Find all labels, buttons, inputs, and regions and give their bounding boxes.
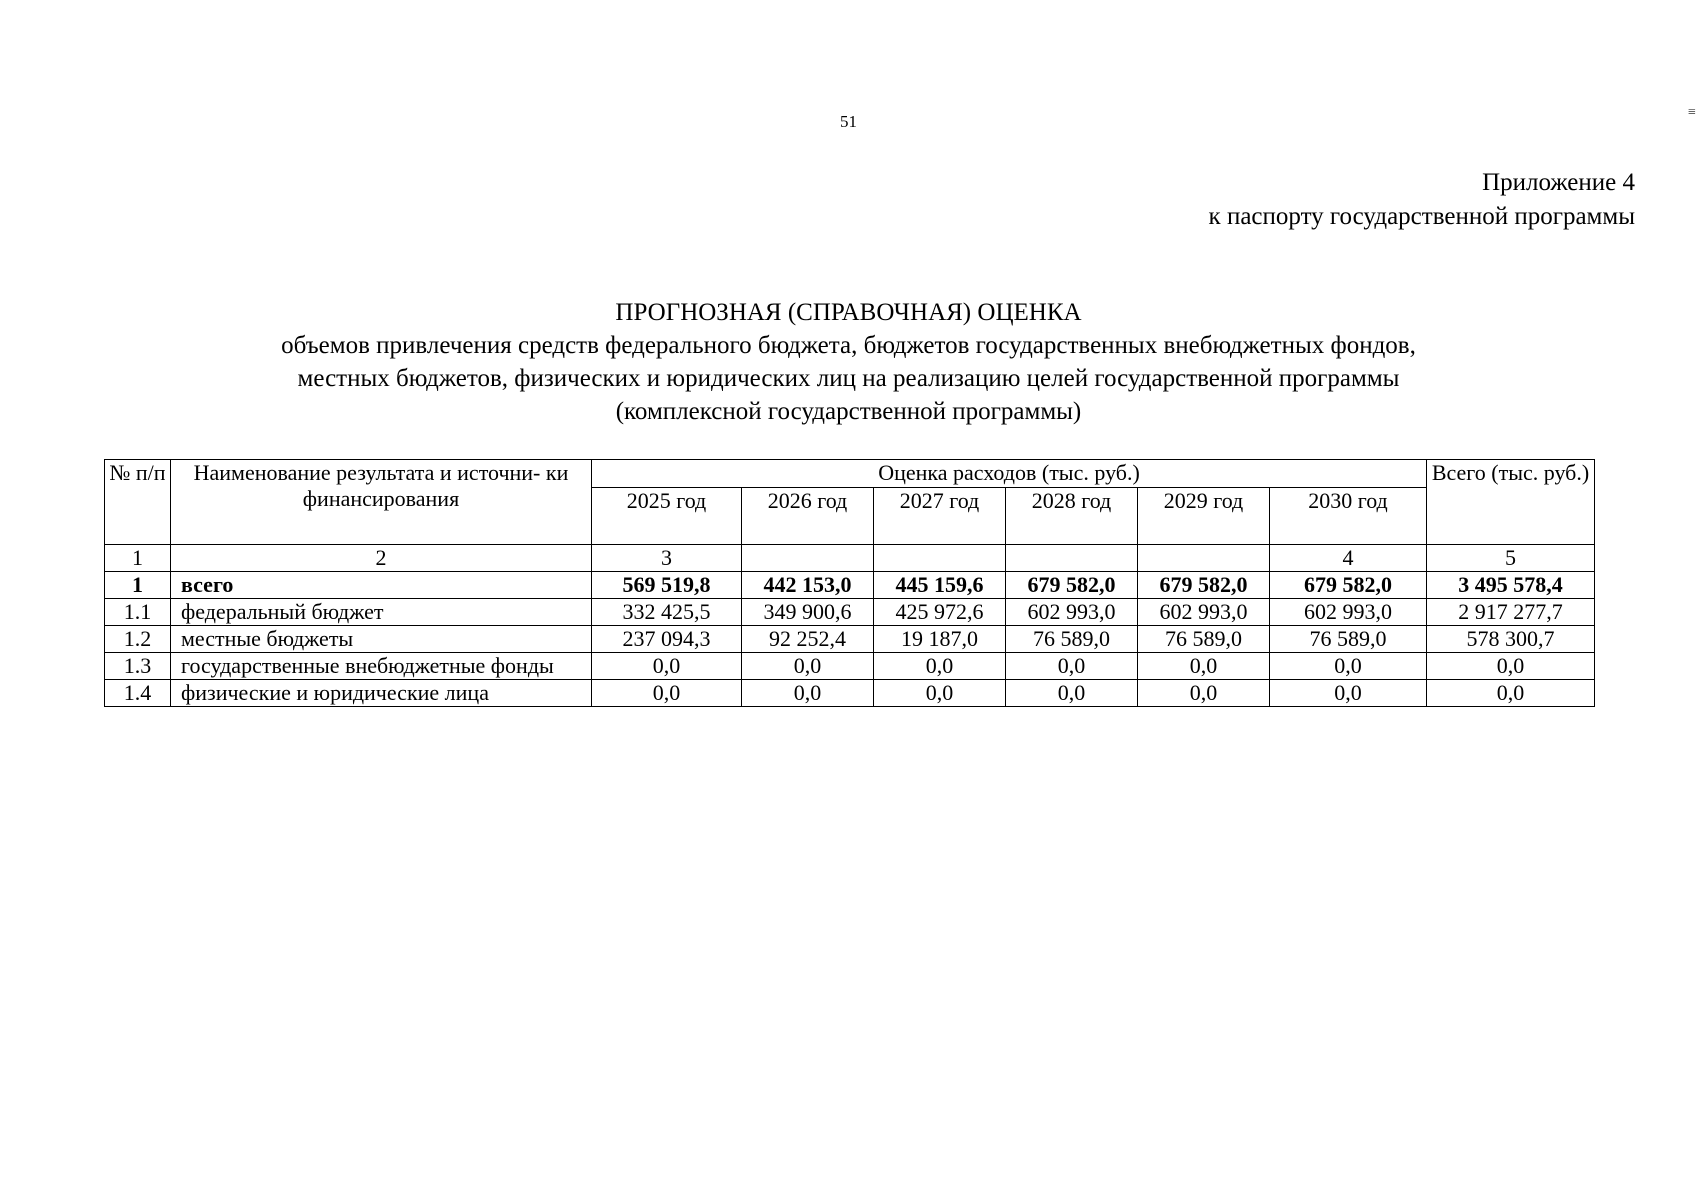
row-value: 0,0	[592, 680, 742, 707]
title-heading: ПРОГНОЗНАЯ (СПРАВОЧНАЯ) ОЦЕНКА	[615, 299, 1082, 326]
row-num: 1	[105, 572, 171, 599]
index-cell	[1138, 545, 1270, 572]
appendix-line-1: Приложение 4	[1482, 169, 1635, 196]
row-value: 0,0	[1006, 680, 1138, 707]
row-value: 445 159,6	[874, 572, 1006, 599]
row-num: 1.1	[105, 599, 171, 626]
table-row	[105, 626, 1595, 653]
row-value: 0,0	[1006, 653, 1138, 680]
row-value: 0,0	[874, 653, 1006, 680]
row-value: 92 252,4	[742, 626, 874, 653]
index-cell: 3	[592, 545, 742, 572]
row-value: 0,0	[592, 653, 742, 680]
row-value: 602 993,0	[1270, 599, 1427, 626]
edge-scan-mark: ≡	[1688, 105, 1696, 120]
header-year: 2030 год	[1270, 488, 1427, 545]
row-total: 578 300,7	[1427, 626, 1595, 653]
row-value: 0,0	[874, 680, 1006, 707]
row-value: 19 187,0	[874, 626, 1006, 653]
header-total: Всего (тыс. руб.)	[1427, 460, 1595, 545]
index-cell: 2	[171, 545, 592, 572]
table-row-total	[105, 572, 1595, 599]
row-total: 2 917 277,7	[1427, 599, 1595, 626]
index-cell: 4	[1270, 545, 1427, 572]
table-row	[105, 653, 1595, 680]
column-index-row	[105, 545, 1595, 572]
row-total: 0,0	[1427, 653, 1595, 680]
row-total: 3 495 578,4	[1427, 572, 1595, 599]
row-value: 237 094,3	[592, 626, 742, 653]
row-value: 0,0	[1138, 653, 1270, 680]
row-value: 0,0	[742, 653, 874, 680]
row-value: 0,0	[1270, 653, 1427, 680]
row-total: 0,0	[1427, 680, 1595, 707]
row-value: 442 153,0	[742, 572, 874, 599]
header-year: 2026 год	[742, 488, 874, 545]
title-line-3: (комплексной государственной программы)	[615, 398, 1082, 425]
row-num: 1.3	[105, 653, 171, 680]
appendix-note	[1209, 166, 1635, 234]
document-title	[0, 296, 1697, 428]
row-value: 679 582,0	[1270, 572, 1427, 599]
index-cell	[742, 545, 874, 572]
row-num: 1.4	[105, 680, 171, 707]
header-estimate: Оценка расходов (тыс. руб.)	[592, 460, 1427, 488]
funding-table	[104, 459, 1595, 707]
index-cell	[874, 545, 1006, 572]
page-number: 51	[840, 112, 857, 131]
title-line-2: местных бюджетов, физических и юридических лиц на реализацию целей государственной программы	[297, 365, 1400, 392]
index-cell: 5	[1427, 545, 1595, 572]
title-line-1: объемов привлечения средств федерального бюджета, бюджетов государственных внебюджетных фондов,	[281, 332, 1416, 359]
row-value: 569 519,8	[592, 572, 742, 599]
table-row	[105, 599, 1595, 626]
row-value: 602 993,0	[1138, 599, 1270, 626]
header-year: 2027 год	[874, 488, 1006, 545]
index-cell: 1	[105, 545, 171, 572]
row-name: федеральный бюджет	[171, 599, 592, 626]
row-name: местные бюджеты	[171, 626, 592, 653]
row-value: 76 589,0	[1006, 626, 1138, 653]
row-name: физические и юридические лица	[171, 680, 592, 707]
row-value: 0,0	[1138, 680, 1270, 707]
header-year: 2029 год	[1138, 488, 1270, 545]
row-value: 679 582,0	[1006, 572, 1138, 599]
row-value: 76 589,0	[1138, 626, 1270, 653]
index-cell	[1006, 545, 1138, 572]
appendix-line-2: к паспорту государственной программы	[1208, 203, 1635, 230]
row-value: 0,0	[1270, 680, 1427, 707]
row-value: 349 900,6	[742, 599, 874, 626]
row-value: 679 582,0	[1138, 572, 1270, 599]
row-value: 76 589,0	[1270, 626, 1427, 653]
row-value: 425 972,6	[874, 599, 1006, 626]
row-name: всего	[171, 572, 592, 599]
header-year: 2025 год	[592, 488, 742, 545]
header-num: № п/п	[105, 460, 171, 545]
row-value: 332 425,5	[592, 599, 742, 626]
funding-table-wrapper	[104, 459, 1595, 707]
row-name: государственные внебюджетные фонды	[171, 653, 592, 680]
header-name: Наименование результата и источни- ки финансирования	[171, 460, 592, 545]
header-year: 2028 год	[1006, 488, 1138, 545]
row-num: 1.2	[105, 626, 171, 653]
table-row	[105, 680, 1595, 707]
header-row-1	[105, 460, 1595, 488]
row-value: 602 993,0	[1006, 599, 1138, 626]
row-value: 0,0	[742, 680, 874, 707]
